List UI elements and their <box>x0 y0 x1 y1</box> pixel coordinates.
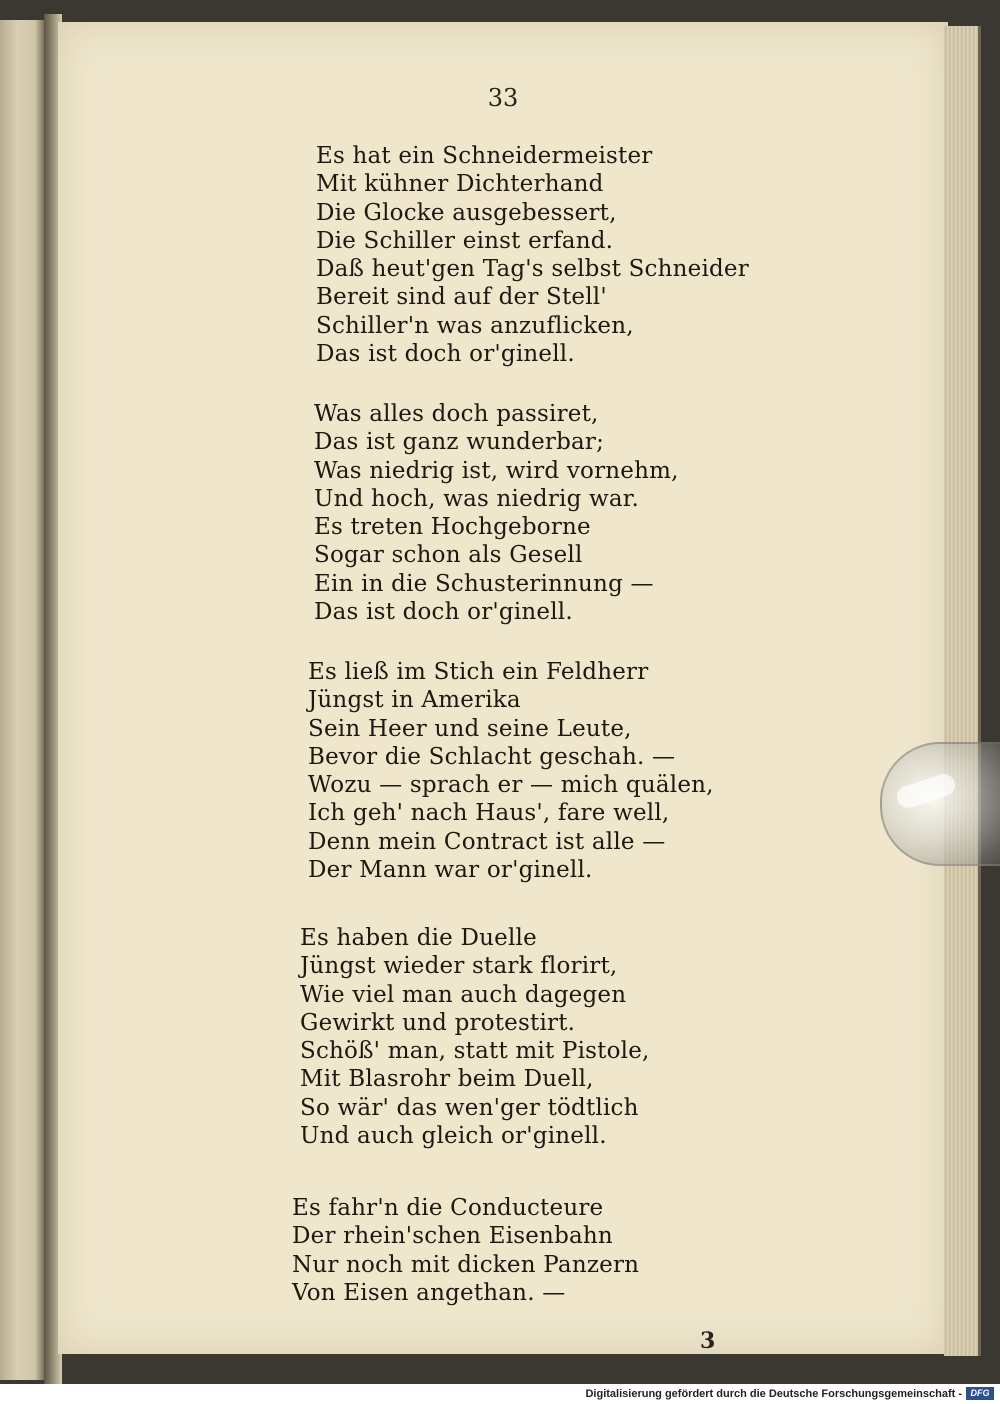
poem-line: Ich geh' nach Haus', fare well, <box>308 800 670 827</box>
stanza-4 <box>300 924 650 1150</box>
poem-line: Nur noch mit dicken Panzern <box>292 1251 640 1278</box>
poem-line: Es treten Hochgeborne <box>314 514 591 541</box>
stanza-5 <box>292 1194 639 1307</box>
book-page <box>58 22 948 1354</box>
poem-line: Daß heut'gen Tag's selbst Schneider <box>316 256 749 283</box>
poem-line: Bereit sind auf der Stell' <box>316 284 607 311</box>
stanza-2 <box>314 400 679 626</box>
poem-line: Sogar schon als Gesell <box>314 542 583 569</box>
page-edges <box>944 26 981 1356</box>
poem-line: Das ist doch or'ginell. <box>316 341 575 368</box>
poem-line: Es hat ein Schneidermeister <box>316 143 653 169</box>
poem-line: Jüngst wieder stark florirt, <box>300 953 618 980</box>
poem-line: Und auch gleich or'ginell. <box>300 1123 607 1150</box>
dfg-logo: DFG <box>966 1387 994 1400</box>
poem-line: Mit kühner Dichterhand <box>316 171 604 198</box>
poem-line: Jüngst in Amerika <box>308 687 521 714</box>
poem-line: Sein Heer und seine Leute, <box>308 715 632 742</box>
poem-line: Bevor die Schlacht geschah. — <box>308 743 676 770</box>
stanza-1 <box>316 142 749 368</box>
poem-line: Was niedrig ist, wird vornehm, <box>314 457 679 484</box>
poem-line: Schöß' man, statt mit Pistole, <box>300 1038 650 1065</box>
signature-mark: 3 <box>700 1328 716 1354</box>
poem-line: Die Schiller einst erfand. <box>316 227 614 254</box>
poem-line: Mit Blasrohr beim Duell, <box>300 1066 594 1093</box>
poem-line: Denn mein Contract ist alle — <box>308 828 666 855</box>
poem-line: Schiller'n was anzuflicken, <box>316 312 634 339</box>
poem-line: Der Mann war or'ginell. <box>308 857 593 884</box>
poem-line: Gewirkt und protestirt. <box>300 1009 576 1036</box>
poem-line: Was alles doch passiret, <box>314 401 599 427</box>
previous-page-edge <box>0 20 44 1380</box>
poem-line: Das ist ganz wunderbar; <box>314 429 605 456</box>
poem-line: So wär' das wen'ger tödtlich <box>300 1094 639 1121</box>
poem-line: Der rhein'schen Eisenbahn <box>292 1223 613 1250</box>
poem-line: Es ließ im Stich ein Feldherr <box>308 659 649 685</box>
page-number: 33 <box>487 84 519 112</box>
glass-highlight <box>894 771 958 810</box>
digitization-footer <box>0 1384 1000 1404</box>
poem-line: Das ist doch or'ginell. <box>314 599 573 626</box>
poem-line: Ein in die Schusterinnung — <box>314 570 654 597</box>
glass-page-weight <box>880 742 1000 866</box>
poem-line: Von Eisen angethan. — <box>292 1279 566 1306</box>
footer-credit: Digitalisierung gefördert durch die Deutsche Forschungsgemeinschaft - <box>585 1388 962 1400</box>
stanza-3 <box>308 658 714 884</box>
poem-line: Es haben die Duelle <box>300 925 537 951</box>
poem-line: Und hoch, was niedrig war. <box>314 485 639 512</box>
poem-line: Die Glocke ausgebessert, <box>316 199 617 226</box>
poem-line: Wozu — sprach er — mich quälen, <box>308 772 714 799</box>
poem-line: Wie viel man auch dagegen <box>300 981 627 1008</box>
poem-line: Es fahr'n die Conducteure <box>292 1195 604 1221</box>
